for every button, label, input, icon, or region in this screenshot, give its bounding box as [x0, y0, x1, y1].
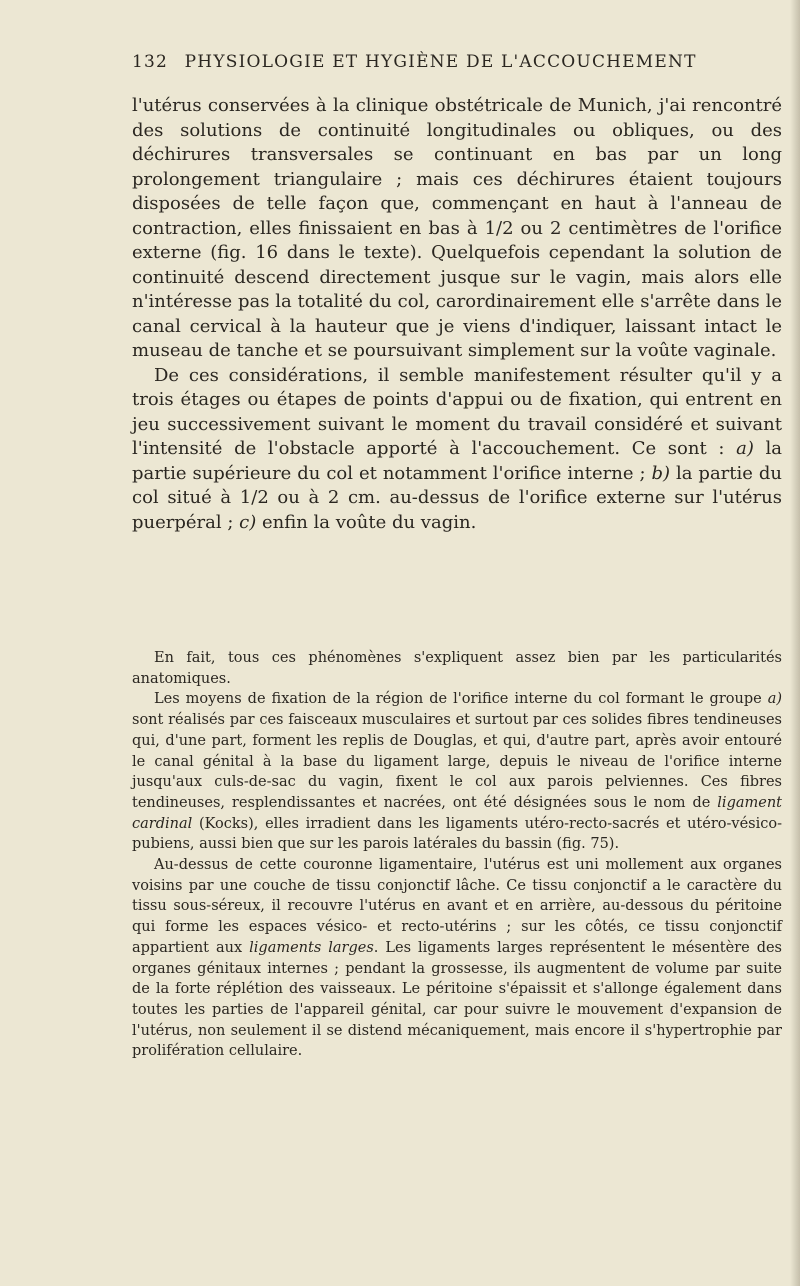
note-2-part-2: sont réalisés par ces faisceaux musculaires et surtout par ces solides fibres tendineuses qui, d'une part, forment les replis de Douglas, et qui, d'autre part, après avoir entouré le canal génital à la base du ligament large, depuis le niveau de l'orifice interne jusqu'aux culs-de-sac du vagin, fixent le col aux parois pelviennes. Ces fibres tendineuses, resplendissantes et nacrées, ont été désignées sous le nom de [132, 712, 782, 811]
paragraph-2-part-3: la partie du col situé à 1/2 ou à 2 cm. au-dessus de l'orifice externe sur l'utérus puerpéral ; [132, 462, 782, 533]
note-label-a: a) [767, 691, 782, 708]
paragraph-2-part-2: la partie supérieure du col et notamment l'orifice interne ; [132, 438, 783, 484]
running-header [132, 52, 697, 72]
label-b: b) [651, 462, 671, 484]
paragraph-2-part-1: De ces considérations, il semble manifestement résulter qu'il y a trois étages ou étapes de points d'appui ou de fixation, qui entrent en jeu successivement suivant le moment du travail considéré et suivant l'intensité de l'obstacle apporté à l'accouchement. Ce sont : [132, 364, 782, 459]
note-paragraph-3 [132, 855, 782, 1062]
paragraph-1: l'utérus conservées à la clinique obstétricale de Munich, j'ai rencontré des solutions de continuité longitudinales ou obliques, ou des déchirures transversales se continuant en bas par un long prolongement triangulaire ; mais ces déchirures étaient toujours disposées de telle façon que, commençant en haut à l'anneau de contraction, elles finissaient en bas à 1/2 ou 2 centimètres de l'orifice externe (fig. 16 dans le texte). Quelquefois cependant la solution de continuité descend directement jusque sur le vagin, mais alors elle n'intéresse pas la totalité du col, carordinairement elle s'arrête dans le canal cervical à la hauteur que je viens d'indiquer, laissant intact le museau de tanche et se poursuivant simplement sur la voûte vaginale. [132, 95, 782, 361]
note-paragraph-1: En fait, tous ces phénomènes s'expliquent assez bien par les particularités anatomiques. [132, 650, 782, 687]
page-number: 132 [132, 52, 169, 72]
ligaments-larges-term: ligaments larges [249, 939, 374, 956]
label-a: a) [736, 438, 754, 459]
note-2-part-3: (Kocks), elles irradient dans les ligaments utéro-recto-sacrés et utéro-vésico-pubiens, aussi bien que sur les parois latérales du bassin (fig. 75). [132, 815, 782, 853]
page-edge-shadow [790, 0, 800, 1286]
note-3-part-1: Au-dessus de cette couronne ligamentaire, l'utérus est uni mollement aux organes voisins par une couche de tissu conjonctif lâche. Ce tissu conjonctif a le caractère du tissu sous-séreux, il recouvre l'utérus en avant et en arrière, au-dessous du péritoine qui forme les espaces vésico- et recto-utérins ; sur les côtés, ce tissu conjonctif appartient aux [132, 857, 782, 956]
note-3-part-2: . Les ligaments larges représentent le mésentère des organes génitaux internes ; pendant la grossesse, ils augmentent de volume par suite de la forte réplétion des vaisseaux. Le péritoine s'épaissit et s'allonge également dans toutes les parties de l'appareil génital, car pour suivre le mouvement d'expansion de l'utérus, non seulement il se distend mécaniquement, mais encore il s'hypertrophie par prolifération cellulaire. [132, 939, 783, 1060]
paragraph-2-part-4: enfin la voûte du vagin. [256, 511, 477, 533]
note-2-part-1: Les moyens de fixation de la région de l'orifice interne du col formant le groupe [154, 691, 768, 708]
running-title: PHYSIOLOGIE ET HYGIÈNE DE L'ACCOUCHEMENT [184, 52, 697, 72]
paragraph-2 [132, 364, 782, 536]
note-paragraph-2 [132, 689, 782, 855]
ligament-cardinal-term: ligament cardinal [132, 794, 782, 832]
small-print-section [132, 648, 782, 1062]
main-text [132, 94, 782, 535]
label-c: c) [239, 511, 257, 533]
